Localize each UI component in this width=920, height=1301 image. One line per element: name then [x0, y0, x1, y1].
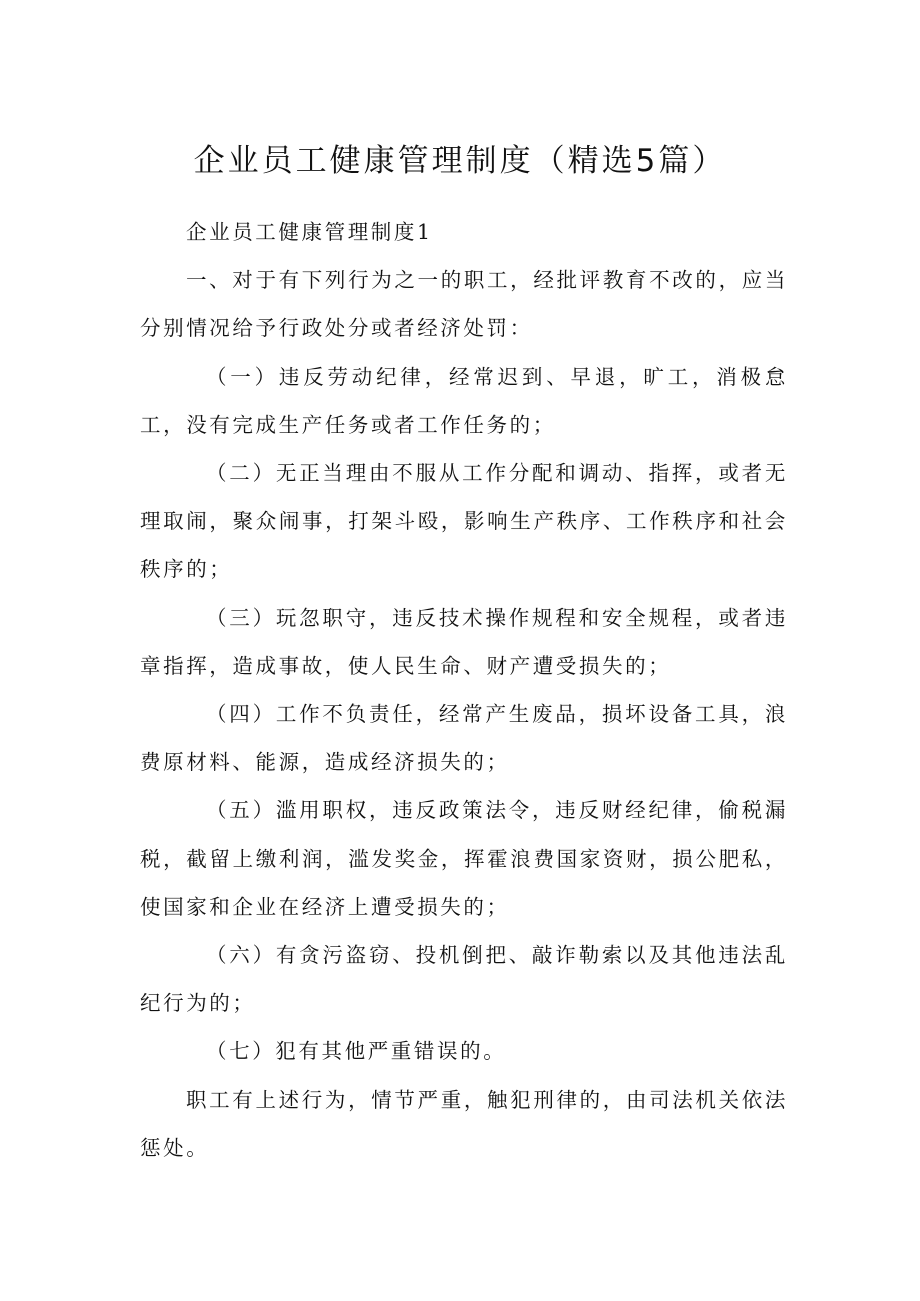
- paragraph-item-2: （二）无正当理由不服从工作分配和调动、指挥，或者无理取闹，聚众闹事，打架斗殴，影响生产秩序、工作秩序和社会秩序的；: [140, 461, 788, 582]
- document-body: [140, 208, 788, 1172]
- paragraph-item-7: （七）犯有其他严重错误的。: [206, 1039, 507, 1064]
- document-title: 企业员工健康管理制度（精选5篇）: [193, 142, 727, 179]
- paragraph-item-3: （三）玩忽职守，违反技术操作规程和安全规程，或者违章指挥，造成事故，使人民生命、财产遭受损失的；: [140, 605, 788, 678]
- paragraph-conclusion: 职工有上述行为，情节严重，触犯刑律的，由司法机关依法惩处。: [140, 1087, 788, 1160]
- paragraph-item-4: （四）工作不负责任，经常产生废品，损坏设备工具，浪费原材料、能源，造成经济损失的；: [140, 702, 788, 775]
- paragraph-intro: 一、对于有下列行为之一的职工，经批评教育不改的，应当分别情况给予行政处分或者经济处罚：: [140, 268, 788, 341]
- section-heading: 企业员工健康管理制度1: [186, 220, 433, 244]
- paragraph-item-5: （五）滥用职权，违反政策法令，违反财经纪律，偷税漏税，截留上缴利润，滥发奖金，挥霍浪费国家资财，损公肥私，使国家和企业在经济上遭受损失的；: [140, 798, 788, 919]
- paragraph-item-6: （六）有贪污盗窃、投机倒把、敲诈勒索以及其他违法乱纪行为的；: [140, 943, 788, 1016]
- paragraph-item-1: （一）违反劳动纪律，经常迟到、早退，旷工，消极怠工，没有完成生产任务或者工作任务的；: [140, 364, 788, 437]
